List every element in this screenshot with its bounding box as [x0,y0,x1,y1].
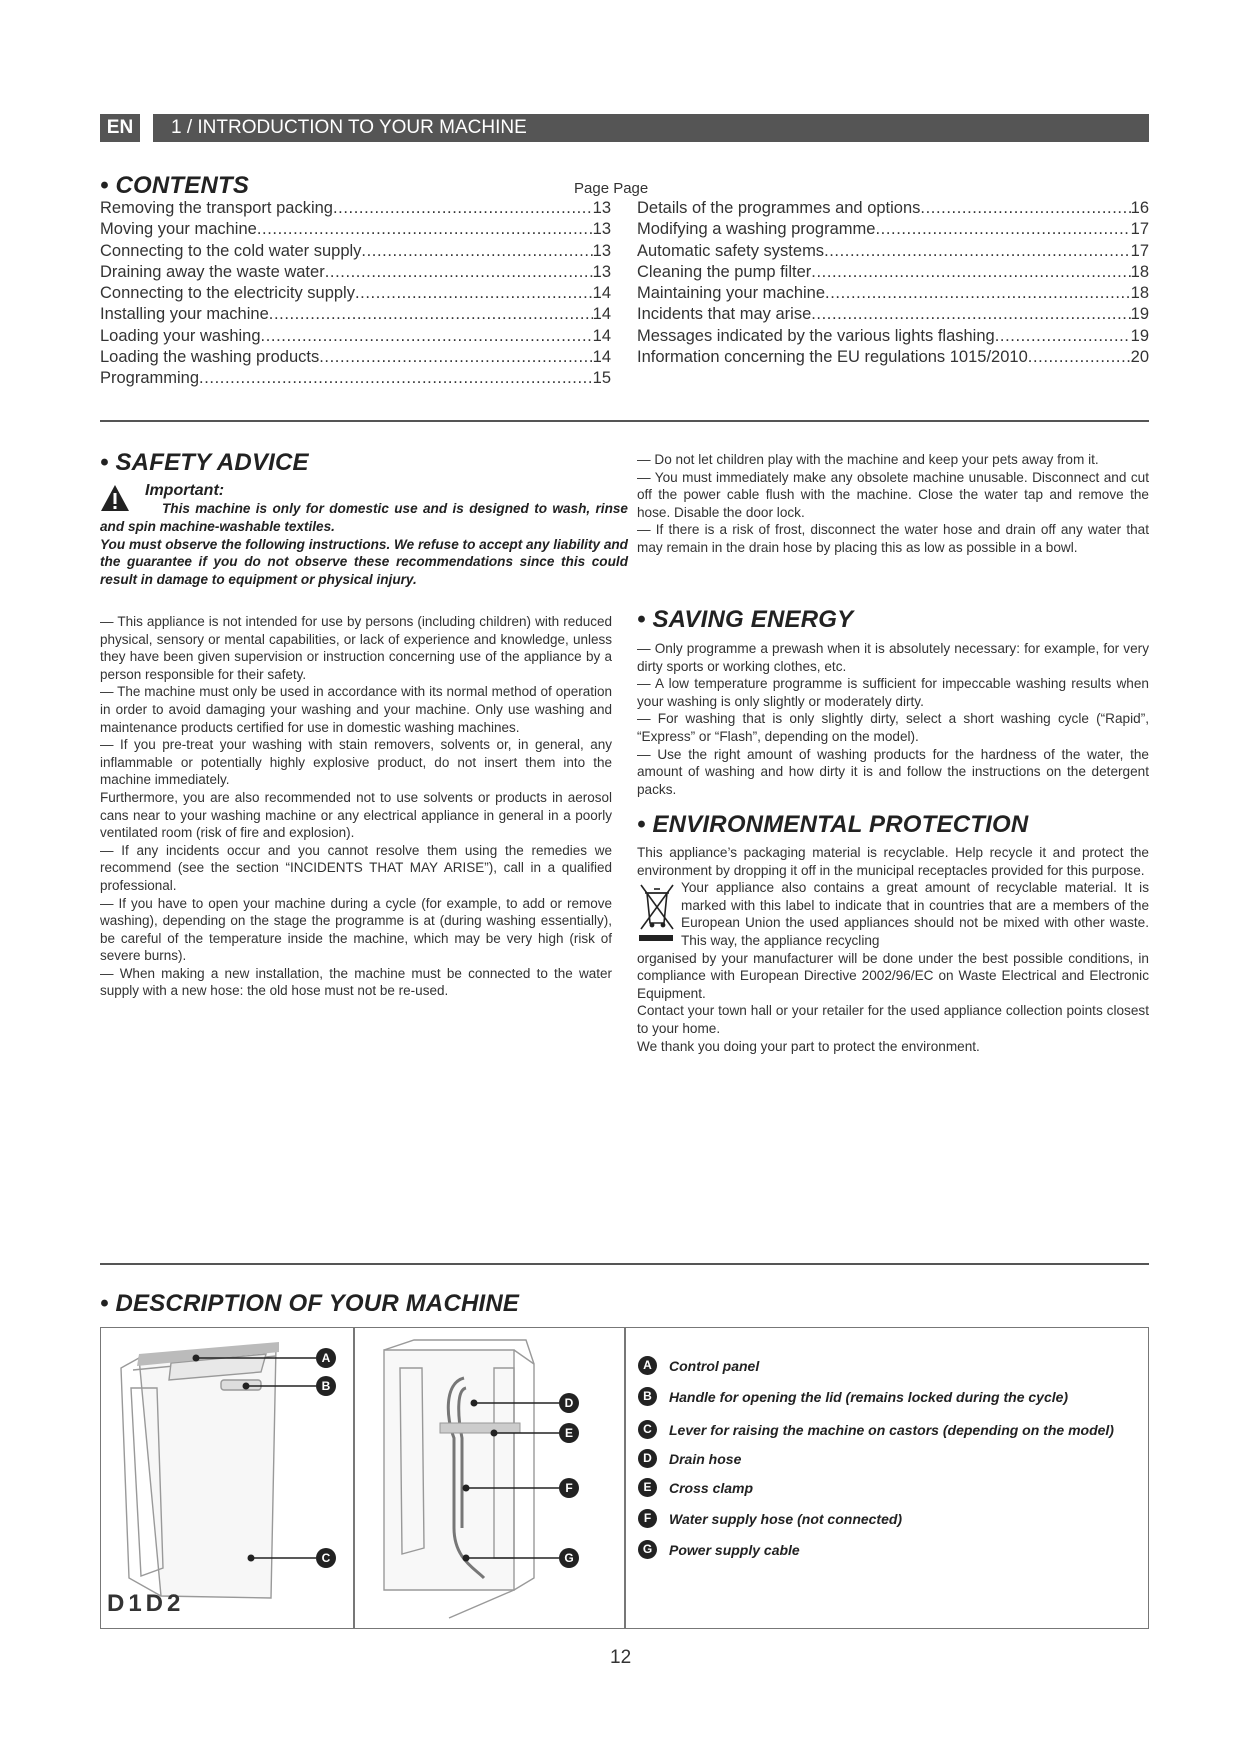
saving-paragraphs [637,640,1149,798]
saving-paragraph: — Use the right amount of washing products for the hardness of the water, the amount of washing and how dirty it is and follow the instructions on the detergent packs. [637,746,1149,797]
svg-text:G: G [564,1551,574,1565]
toc-entry-title: Loading the washing products [100,348,320,367]
toc-entry-page: 14 [592,305,611,324]
toc-leader-dots [995,326,1131,347]
toc-entry-page: 14 [592,326,611,345]
legend-badge: C [638,1420,657,1439]
toc-leader-dots [920,198,1130,219]
toc-leader-dots [811,262,1130,283]
toc-entry-title: Installing your machine [100,305,269,324]
toc-leader-dots [1028,347,1131,368]
divider [100,420,1149,422]
important-notes [100,500,628,589]
toc-leader-dots [257,219,593,240]
toc-entry-title: Cleaning the pump filter [637,262,812,281]
toc-entry-page: 19 [1130,326,1149,345]
legend-item [638,1449,741,1468]
toc-entry-page: 15 [592,369,611,388]
safety-paragraphs [100,613,612,1000]
toc-entry-page: 17 [1130,241,1149,260]
toc-entry-title: Connecting to the electricity supply [100,284,355,303]
legend-item [638,1387,1068,1406]
svg-text:D: D [564,1396,574,1410]
svg-text:F: F [565,1481,573,1495]
page-number: 12 [610,1647,632,1668]
toc-entry [637,326,1149,347]
toc-entry-title: Messages indicated by the various lights flashing [637,326,995,345]
machine-rear-illustration [354,1328,624,1628]
toc-entry [100,241,611,262]
svg-text:A: A [321,1351,331,1365]
contents-heading: • CONTENTS [100,172,250,199]
legend [638,1328,1143,1628]
environment-paragraph: Contact your town hall or your retailer for the used appliance collection points closest to your home. [637,1003,1149,1036]
language-badge: EN [100,114,140,142]
toc-entry [100,326,611,347]
toc-entry [100,304,611,325]
toc-entry [100,283,611,304]
toc-entry-page: 14 [592,284,611,303]
chapter-title: 1 / INTRODUCTION TO YOUR MACHINE [153,114,1149,142]
important-title: Important: [145,482,225,499]
toc-entry-title: Programming [100,369,200,388]
toc-leader-dots [333,198,593,219]
svg-text:B: B [321,1379,331,1393]
svg-text:E: E [564,1426,574,1440]
toc-entry-title: Modifying a washing programme [637,220,876,239]
toc-entry-title: Connecting to the cold water supply [100,241,362,260]
legend-badge: A [638,1356,657,1375]
toc-entry-title: Removing the transport packing [100,199,333,217]
toc-entry-title: Automatic safety systems [637,241,825,260]
environment-paragraph: Your appliance also contains a great amount of recyclable material. It is marked with this label to indicate that in countries that are a members of the European Union the used appliances should not be mixed with other waste. This way, the appliance recycling [681,880,1149,948]
toc-leader-dots [325,262,593,283]
toc-entry-title: Information concerning the EU regulations 1015/2010 [637,348,1028,367]
toc-leader-dots [319,347,592,368]
toc-leader-dots [824,241,1131,262]
environment-heading: • ENVIRONMENTAL PROTECTION [637,811,1029,838]
toc-entry [100,219,611,240]
toc-leader-dots [361,241,592,262]
toc-entry-page: 20 [1130,348,1149,367]
legend-label: Control panel [669,1357,760,1374]
safety-right-paragraphs [637,451,1149,557]
safety-paragraph: Furthermore, you are also recommended not to use solvents or products in aerosol cans near to your washing machine or any electrical appliance in general in a poorly ventilated room (risk of fire and explosion). [100,789,612,841]
toc-leader-dots [811,304,1130,325]
toc-entry [100,347,611,368]
toc-leader-dots [199,368,593,389]
toc-entry-title: Details of the programmes and options [637,199,921,217]
legend-label: Water supply hose (not connected) [669,1510,903,1527]
safety-paragraph: — If you pre-treat your washing with stain removers, solvents or, in general, any inflammable or potentially highly explosive product, do not insert them into the machine immediately. [100,737,612,788]
toc-entry [100,262,611,283]
toc-left [100,198,611,390]
toc-entry-title: Moving your machine [100,220,257,239]
description-table [100,1327,1149,1629]
saving-paragraph: — A low temperature programme is sufficient for impeccable washing results when your washing is only slightly or moderately dirty. [637,676,1149,709]
saving-paragraph: — Only programme a prewash when it is absolutely necessary: for example, for very dirty sports or working clothes, etc. [637,641,1149,674]
toc-entry [100,198,611,219]
toc-entry-page: 19 [1130,305,1149,324]
toc-leader-dots [269,304,593,325]
legend-badge: G [638,1540,657,1559]
safety-paragraph: — If there is a risk of frost, disconnect the water hose and drain off any water that may remain in the drain hose by placing this as low as possible in a bowl. [637,522,1149,555]
toc-entry-title: Draining away the waste water [100,262,325,281]
toc-entry [637,304,1149,325]
safety-paragraph: — You must immediately make any obsolete machine unusable. Disconnect and cut off the power cable flush with the machine. Close the water tap and remove the hose. Disable the door lock. [637,469,1149,520]
toc-entry-page: 13 [592,199,611,217]
safety-paragraph: — If you have to open your machine during a cycle (for example, to add or remove washing), depending on the stage the programme is at (during washing essentially), be careful of the temperature inside the machine, which may be very high (risk of severe burns). [100,895,612,964]
legend-label: Power supply cable [669,1541,800,1558]
important-line: This machine is only for domestic use and is designed to wash, rinse and spin machine-washable textiles. [100,501,628,534]
toc-leader-dots [261,326,593,347]
toc-leader-dots [355,283,593,304]
toc-entry-title: Loading your washing [100,326,261,345]
legend-label: Lever for raising the machine on castors (depending on the model) [669,1421,1114,1438]
legend-label: Cross clamp [669,1479,754,1496]
saving-heading: • SAVING ENERGY [637,606,854,633]
toc-entry-page: 14 [592,348,611,367]
toc-entry [637,198,1149,219]
model-label: D1D2 [107,1590,185,1617]
legend-badge: B [638,1387,657,1406]
cell-divider [624,1328,626,1628]
legend-badge: D [638,1449,657,1468]
toc-entry-title: Incidents that may arise [637,305,812,324]
toc-entry [100,368,611,389]
toc-entry-page: 18 [1130,284,1149,303]
toc-leader-dots [825,283,1131,304]
environment-paragraph: We thank you doing your part to protect the environment. [637,1038,980,1054]
legend-item [638,1420,1114,1439]
weee-bin-icon [637,879,681,945]
contents-page-header: Page Page [574,180,649,197]
toc-entry-title: Maintaining your machine [637,284,826,303]
toc-entry-page: 13 [592,262,611,281]
legend-label: Handle for opening the lid (remains locked during the cycle) [669,1388,1069,1405]
divider [100,1263,1149,1265]
toc-entry-page: 17 [1130,220,1149,239]
environment-paragraph: This appliance’s packaging material is recyclable. Help recycle it and protect the environment by dropping it off in the municipal receptacles provided for this purpose. [637,845,1149,878]
legend-badge: F [638,1509,657,1528]
toc-entry [637,347,1149,368]
toc-entry-page: 16 [1130,199,1149,217]
toc-entry [637,262,1149,283]
legend-item [638,1540,800,1559]
safety-heading: • SAFETY ADVICE [100,449,309,476]
description-heading: • DESCRIPTION OF YOUR MACHINE [100,1290,520,1317]
toc-leader-dots [875,219,1130,240]
legend-item [638,1478,753,1497]
legend-label: Drain hose [669,1450,742,1467]
safety-paragraph: — This appliance is not intended for use by persons (including children) with reduced physical, sensory or mental capabilities, or lack of experience and knowledge, unless they have been given supervision or instruction concerning use of the appliance by a person responsible for their safety. [100,614,612,682]
toc-entry [637,241,1149,262]
toc-entry-page: 18 [1130,262,1149,281]
machine-front-illustration [101,1328,353,1628]
important-line: You must observe the following instructions. We refuse to accept any liability and the guarantee if you do not observe these recommendations since this could result in damage to equipment or physical injury. [100,536,628,588]
safety-paragraph: — If any incidents occur and you cannot resolve them using the remedies we recommend (see the section “INCIDENTS THAT MAY ARISE”), call in a qualified professional. [100,842,612,893]
toc-right [637,198,1149,368]
svg-text:C: C [321,1551,331,1565]
safety-paragraph: — The machine must only be used in accordance with its normal method of operation in order to avoid damaging your washing and your machine. Only use washing and maintenance products certified for use in domestic washing machines. [100,684,612,735]
toc-entry-page: 13 [592,241,611,260]
environment-paragraph: organised by your manufacturer will be done under the best possible conditions, in compliance with European Directive 2002/96/EC on Waste Electrical and Electronic Equipment. [637,950,1149,1001]
legend-item [638,1356,759,1375]
safety-paragraph: — Do not let children play with the machine and keep your pets away from it. [637,452,1099,467]
toc-entry [637,283,1149,304]
environment-text [637,844,1149,1055]
legend-badge: E [638,1478,657,1497]
toc-entry [637,219,1149,240]
legend-item [638,1509,902,1528]
toc-entry-page: 13 [592,220,611,239]
saving-paragraph: — For washing that is only slightly dirty, select a short washing cycle (“Rapid”, “Express” or “Flash”, depending on the model). [637,711,1149,744]
safety-paragraph: — When making a new installation, the machine must be connected to the water supply with a new hose: the old hose must not be re-used. [100,965,612,999]
